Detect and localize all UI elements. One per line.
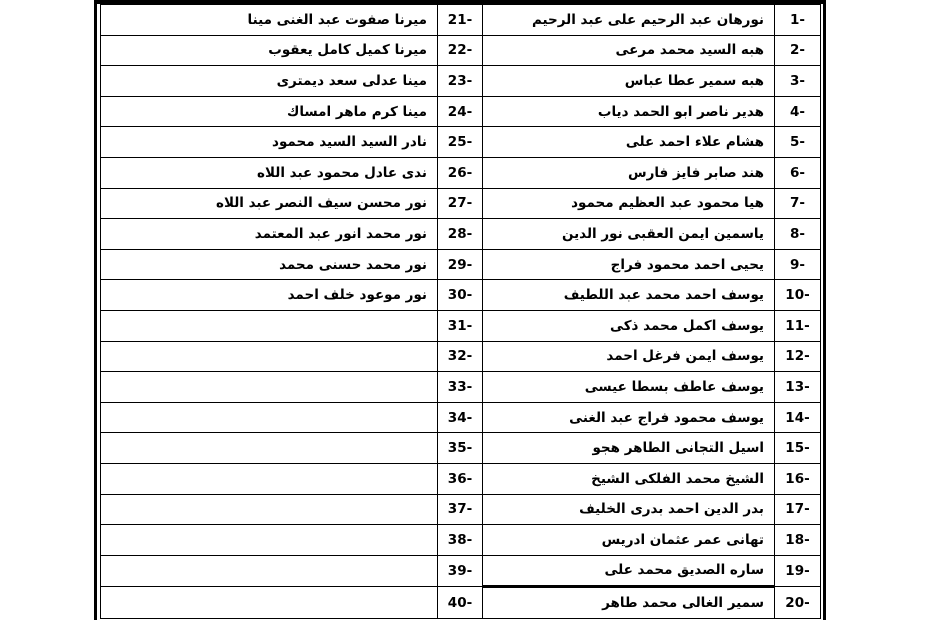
table-row (101, 280, 821, 311)
student-name-cell: هند صابر فايز فارس (483, 157, 775, 188)
row-number-cell: 34- (438, 402, 483, 433)
row-number-cell: 18- (775, 525, 821, 556)
student-name-cell: يوسف احمد محمد عبد اللطيف (483, 280, 775, 311)
row-number-cell: 29- (438, 249, 483, 280)
table-row (101, 219, 821, 250)
row-number-cell: 28- (438, 219, 483, 250)
table-row (101, 96, 821, 127)
student-name-cell (101, 525, 438, 556)
row-number-cell: 9- (775, 249, 821, 280)
student-name-cell: سمير الغالى محمد طاهر (483, 587, 775, 619)
table-row (101, 402, 821, 433)
student-name-cell (101, 310, 438, 341)
table-row (101, 463, 821, 494)
student-name-cell: يوسف محمود فراج عبد الغنى (483, 402, 775, 433)
student-name-cell (101, 587, 438, 619)
student-name-cell: هبه السيد محمد مرعى (483, 35, 775, 66)
student-name-cell: هشام علاء احمد على (483, 127, 775, 158)
student-name-cell: نورهان عبد الرحيم على عبد الرحيم (483, 5, 775, 36)
student-name-cell: ميرنا كميل كامل يعقوب (101, 35, 438, 66)
table-row (101, 127, 821, 158)
row-number-cell: 39- (438, 555, 483, 587)
student-name-cell (101, 555, 438, 587)
student-name-cell: نور محمد انور عبد المعتمد (101, 219, 438, 250)
student-name-cell (101, 433, 438, 464)
row-number-cell: 40- (438, 587, 483, 619)
row-number-cell: 11- (775, 310, 821, 341)
student-name-cell: مينا كرم ماهر امساك (101, 96, 438, 127)
row-number-cell: 17- (775, 494, 821, 525)
table-row (101, 310, 821, 341)
row-number-cell: 26- (438, 157, 483, 188)
student-name-cell: الشيخ محمد الفلكى الشيخ (483, 463, 775, 494)
row-number-cell: 8- (775, 219, 821, 250)
row-number-cell: 31- (438, 310, 483, 341)
student-name-cell: نادر السيد السيد محمود (101, 127, 438, 158)
student-name-cell (101, 372, 438, 403)
student-name-cell: ياسمين ايمن العقبى نور الدين (483, 219, 775, 250)
row-number-cell: 24- (438, 96, 483, 127)
row-number-cell: 6- (775, 157, 821, 188)
table-row (101, 587, 821, 619)
student-name-cell: تهانى عمر عثمان ادريس (483, 525, 775, 556)
table-row (101, 35, 821, 66)
table-row (101, 341, 821, 372)
student-name-cell (101, 463, 438, 494)
student-name-cell: نور محمد حسنى محمد (101, 249, 438, 280)
table-row (101, 188, 821, 219)
row-number-cell: 35- (438, 433, 483, 464)
student-name-cell (101, 341, 438, 372)
student-name-cell: ساره الصديق محمد على (483, 555, 775, 587)
table-row (101, 555, 821, 587)
student-name-cell: يوسف اكمل محمد ذكى (483, 310, 775, 341)
table-row (101, 66, 821, 97)
table-row (101, 5, 821, 36)
student-name-cell (101, 402, 438, 433)
row-number-cell: 15- (775, 433, 821, 464)
student-name-cell (101, 494, 438, 525)
student-name-cell: بدر الدين احمد بدرى الخليف (483, 494, 775, 525)
student-name-cell: ميرنا صفوت عبد الغنى مينا (101, 5, 438, 36)
student-name-cell: هدير ناصر ابو الحمد دياب (483, 96, 775, 127)
table-row (101, 433, 821, 464)
row-number-cell: 13- (775, 372, 821, 403)
student-name-cell: يحيى احمد محمود فراج (483, 249, 775, 280)
student-name-cell: هبه سمير عطا عباس (483, 66, 775, 97)
row-number-cell: 23- (438, 66, 483, 97)
row-number-cell: 38- (438, 525, 483, 556)
row-number-cell: 30- (438, 280, 483, 311)
student-name-cell: نور موعود خلف احمد (101, 280, 438, 311)
row-number-cell: 20- (775, 587, 821, 619)
table-row (101, 494, 821, 525)
row-number-cell: 14- (775, 402, 821, 433)
row-number-cell: 3- (775, 66, 821, 97)
table-row (101, 157, 821, 188)
names-table (100, 4, 821, 619)
row-number-cell: 22- (438, 35, 483, 66)
row-number-cell: 25- (438, 127, 483, 158)
row-number-cell: 5- (775, 127, 821, 158)
student-name-cell: نور محسن سيف النصر عبد اللاه (101, 188, 438, 219)
student-name-cell: مينا عدلى سعد ديمترى (101, 66, 438, 97)
table-row (101, 249, 821, 280)
row-number-cell: 16- (775, 463, 821, 494)
row-number-cell: 21- (438, 5, 483, 36)
student-name-cell: اسيل التجانى الطاهر هجو (483, 433, 775, 464)
student-name-cell: يوسف عاطف بسطا عيسى (483, 372, 775, 403)
student-name-cell: ندى عادل محمود عبد اللاه (101, 157, 438, 188)
row-number-cell: 1- (775, 5, 821, 36)
row-number-cell: 37- (438, 494, 483, 525)
row-number-cell: 19- (775, 555, 821, 587)
row-number-cell: 36- (438, 463, 483, 494)
student-name-cell: يوسف ايمن فرغل احمد (483, 341, 775, 372)
names-table-body (101, 5, 821, 619)
document-page (94, 0, 826, 620)
row-number-cell: 12- (775, 341, 821, 372)
table-row (101, 525, 821, 556)
student-name-cell: هيا محمود عبد العظيم محمود (483, 188, 775, 219)
row-number-cell: 4- (775, 96, 821, 127)
row-number-cell: 27- (438, 188, 483, 219)
table-row (101, 372, 821, 403)
row-number-cell: 10- (775, 280, 821, 311)
row-number-cell: 2- (775, 35, 821, 66)
row-number-cell: 32- (438, 341, 483, 372)
row-number-cell: 7- (775, 188, 821, 219)
row-number-cell: 33- (438, 372, 483, 403)
